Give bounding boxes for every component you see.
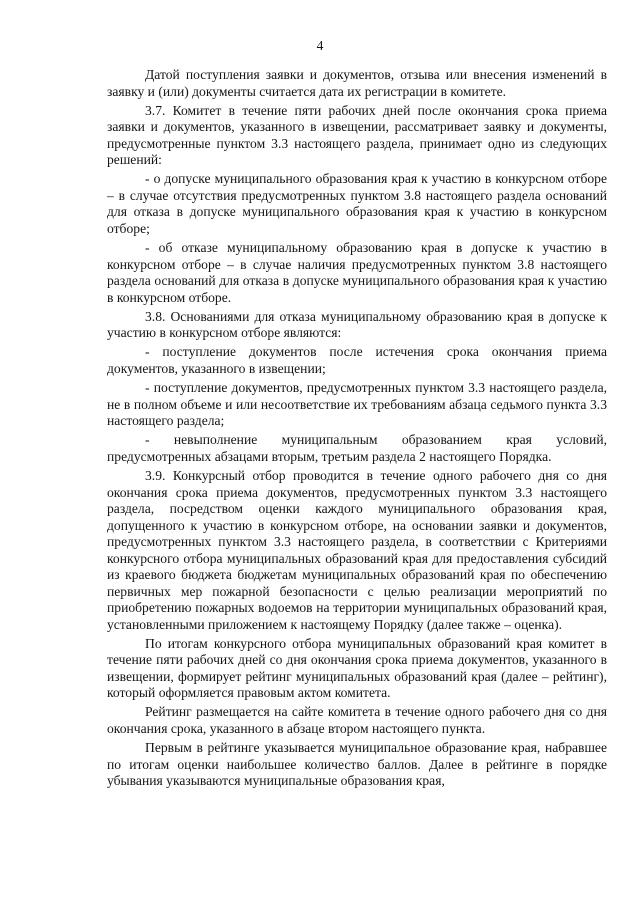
paragraph-rating-formation: По итогам конкурсного отбора муниципальных образований края комитет в течение пяти рабочих дней со дня окончания срока приема документов, указанного в извещении, формирует рейтинг муниципальных образований края (далее – рейтинг), который оформляется правовым актом комитета. bbox=[107, 635, 607, 701]
paragraph-3-7: 3.7. Комитет в течение пяти рабочих дней после окончания срока приема заявки и документов, указанного в извещении, рассматривает заявку и документы, предусмотренные пунктом 3.3 настоящего раздела, принимает одно из следующих решений: bbox=[107, 102, 607, 168]
paragraph-incomplete-documents: - поступление документов, предусмотренных пунктом 3.3 настоящего раздела, не в полном объеме и или несоответствие их требованиям абзаца седьмого пункта 3.3 настоящего раздела; bbox=[107, 380, 607, 429]
paragraph-late-documents: - поступление документов после истечения срока окончания приема документов, указанного в извещении; bbox=[107, 344, 607, 376]
paragraph-rating-order: Первым в рейтинге указывается муниципальное образование края, набравшее по итогам оценки наибольшее количество баллов. Далее в рейтинге в порядке убывания указываются муниципальные образования края, bbox=[107, 740, 607, 789]
document-body bbox=[107, 67, 607, 792]
paragraph-admission-decision: - о допуске муниципального образования края к участию в конкурсном отборе – в случае отсутствия предусмотренных пунктом 3.8 настоящего раздела оснований для отказа в допуске муниципального образования края к участию в конкурсном отборе; bbox=[107, 171, 607, 236]
paragraph-refusal-decision: - об отказе муниципальному образованию края в допуске к участию в конкурсном отборе – в случае наличия предусмотренных пунктом 3.8 настоящего раздела оснований для отказа в допуске муниципального образования края к участию в конкурсном отборе. bbox=[107, 240, 607, 305]
paragraph-conditions-not-met: - невыполнение муниципальным образованием края условий, предусмотренных абзацами вторым, третьим раздела 2 настоящего Порядка. bbox=[107, 432, 607, 464]
paragraph-3-9: 3.9. Конкурсный отбор проводится в течение одного рабочего дня со дня окончания срока приема документов, предусмотренных пунктом 3.3 настоящего раздела, посредством оценки каждого муниципального образования края, допущенного к участию в конкурсном отборе, на основании заявки и документов, предусмотренных пунктом 3.3 настоящего раздела, в соответствии с Критериями конкурсного отбора муниципальных образований края для предоставления субсидий из краевого бюджета бюджетам муниципальных образований края по обеспечению первичных мер пожарной безопасности с целью реализации мероприятий по приобретению пожарных водоемов на территории муниципальных образований края, установленными приложением к настоящему Порядку (далее также – оценка). bbox=[107, 468, 607, 632]
paragraph-rating-publication: Рейтинг размещается на сайте комитета в течение одного рабочего дня со дня окончания срока, указанного в абзаце втором настоящего пункта. bbox=[107, 704, 607, 736]
paragraph-3-8: 3.8. Основаниями для отказа муниципальному образованию края в допуске к участию в конкурсном отборе являются: bbox=[107, 308, 607, 341]
paragraph-registration-date: Датой поступления заявки и документов, отзыва или внесения изменений в заявку и (или) документы считается дата их регистрации в комитете. bbox=[107, 67, 607, 99]
page-number: 4 bbox=[316, 38, 324, 53]
